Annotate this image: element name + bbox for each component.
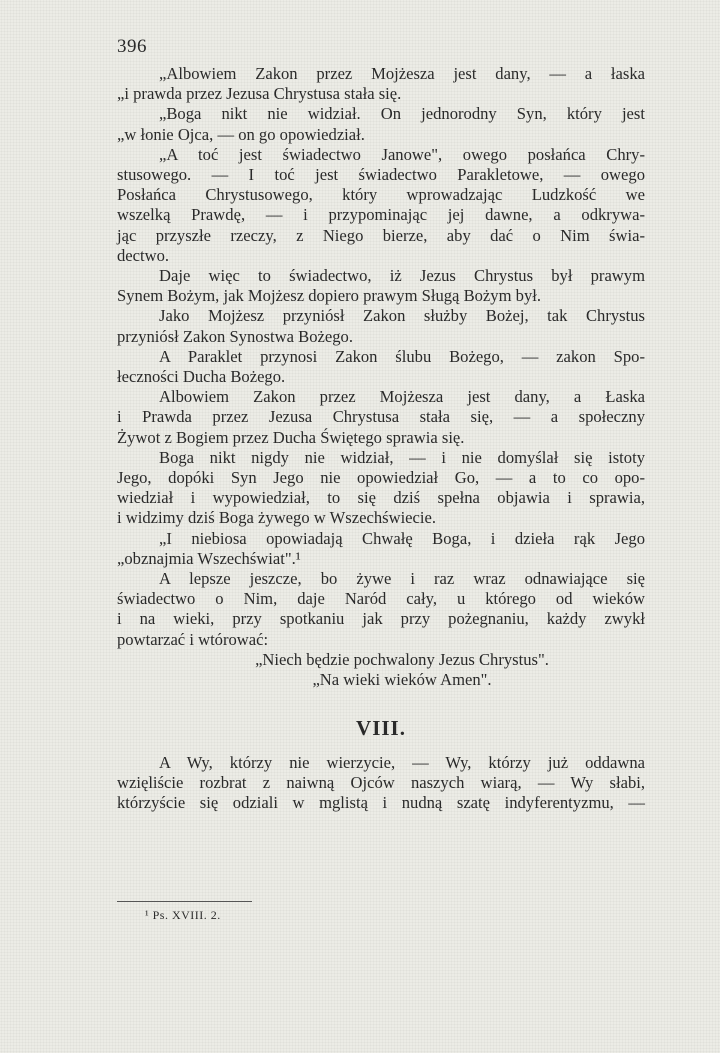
paragraph — [117, 448, 645, 529]
paragraph — [117, 104, 645, 144]
paragraph-line: Boga nikt nigdy nie widział, — i nie domyślał się istoty — [159, 447, 645, 467]
paragraph — [117, 145, 645, 266]
paragraph-line: „Albowiem Zakon przez Mojżesza jest dany, — a łaska — [159, 64, 645, 83]
page-number: 396 — [117, 36, 147, 57]
paragraph — [117, 64, 645, 104]
paragraph-line: „i prawda przez Jezusa Chrystusa stała się. — [117, 84, 402, 104]
paragraph-line: „obznajmia Wszechświat".¹ — [117, 548, 301, 568]
section-heading: VIII. — [356, 716, 406, 741]
paragraph-line: „I niebiosa opowiadają Chwałę Boga, i dzieła rąk Jego — [159, 528, 645, 548]
paragraph-line: Daje więc to świadectwo, iż Jezus Chrystus był prawym — [159, 266, 645, 286]
paragraph-line: wiedział i wypowiedział, to się dziś spełna objawia i sprawia, — [117, 488, 645, 508]
paragraph-line: świadectwo o Nim, daje Naród cały, u którego od wieków — [117, 589, 645, 609]
paragraph-line: „Boga nikt nie widział. On jednorodny Syn, który jest — [159, 104, 645, 124]
paragraph-line: powtarzać i wtórować: — [117, 629, 269, 649]
paragraph-line: „A toć jest świadectwo Janowe", owego posłańca Chry- — [159, 144, 645, 164]
paragraph-line: Albowiem Zakon przez Mojżesza jest dany, a Łaska — [159, 387, 645, 407]
verse-line: „Niech będzie pochwalony Jezus Chrystus". — [255, 649, 549, 669]
paragraph-line: Żywot z Bogiem przez Ducha Świętego sprawia się. — [117, 427, 465, 447]
body-text — [117, 64, 645, 813]
paragraph-line: dectwo. — [117, 245, 170, 265]
paragraph-line: i na wieki, przy spotkaniu jak przy pożegnaniu, każdy zwykł — [117, 609, 645, 629]
paragraph-line: A lepsze jeszcze, bo żywe i raz wraz odnawiające się — [159, 569, 645, 589]
paragraph-line: łeczności Ducha Bożego. — [117, 367, 286, 387]
paragraph-line: „w łonie Ojca, — on go opowiedział. — [117, 124, 365, 144]
paragraph-line: wszelką Prawdę, — i przypominając jej dawne, a odkrywa- — [117, 205, 645, 225]
paragraph — [117, 569, 645, 650]
paragraph-line: A Paraklet przynosi Zakon ślubu Bożego, — zakon Spo- — [159, 346, 645, 366]
verse-line: „Na wieki wieków Amen". — [312, 670, 492, 690]
paragraph — [117, 347, 645, 387]
verse — [117, 650, 645, 690]
paragraph-line: stusowego. — I toć jest świadectwo Parakletowe, — owego — [117, 165, 645, 185]
paragraph-line: Posłańca Chrystusowego, który wprowadzając Ludzkość we — [117, 185, 645, 205]
section-paragraph — [117, 753, 645, 814]
paragraph-line: którzyście się odziali w mglistą i nudną szatę indyferentyzmu, — — [117, 792, 645, 812]
paragraph-line: przyniósł Zakon Synostwa Bożego. — [117, 326, 353, 346]
paragraph-line: Synem Bożym, jak Mojżesz dopiero prawym Sługą Bożym był. — [117, 286, 541, 306]
paragraph-line: Jego, dopóki Syn Jego nie opowiedział Go, — a to co opo- — [117, 468, 645, 488]
paragraph — [117, 266, 645, 306]
paragraph-line: A Wy, którzy nie wierzycie, — Wy, którzy już oddawna — [159, 752, 645, 772]
paragraph-line: i Prawda przez Jezusa Chrystusa stała się, — a społeczny — [117, 407, 645, 427]
paragraph — [117, 387, 645, 448]
paragraph-line: jąc przyszłe rzeczy, z Niego bierze, aby dać o Nim świa- — [117, 225, 645, 245]
paragraph — [117, 529, 645, 569]
paragraphs — [117, 64, 645, 650]
footnote: ¹ Ps. XVIII. 2. — [145, 908, 221, 922]
paragraph-line: i widzimy dziś Boga żywego w Wszechświecie. — [117, 508, 437, 528]
footnote-rule — [117, 901, 252, 902]
paragraph — [117, 306, 645, 346]
paragraph-line: wzięliście rozbrat z naiwną Ojców naszych wiarą, — Wy słabi, — [117, 772, 645, 792]
paragraph-line: Jako Mojżesz przyniósł Zakon służby Bożej, tak Chrystus — [159, 306, 645, 326]
